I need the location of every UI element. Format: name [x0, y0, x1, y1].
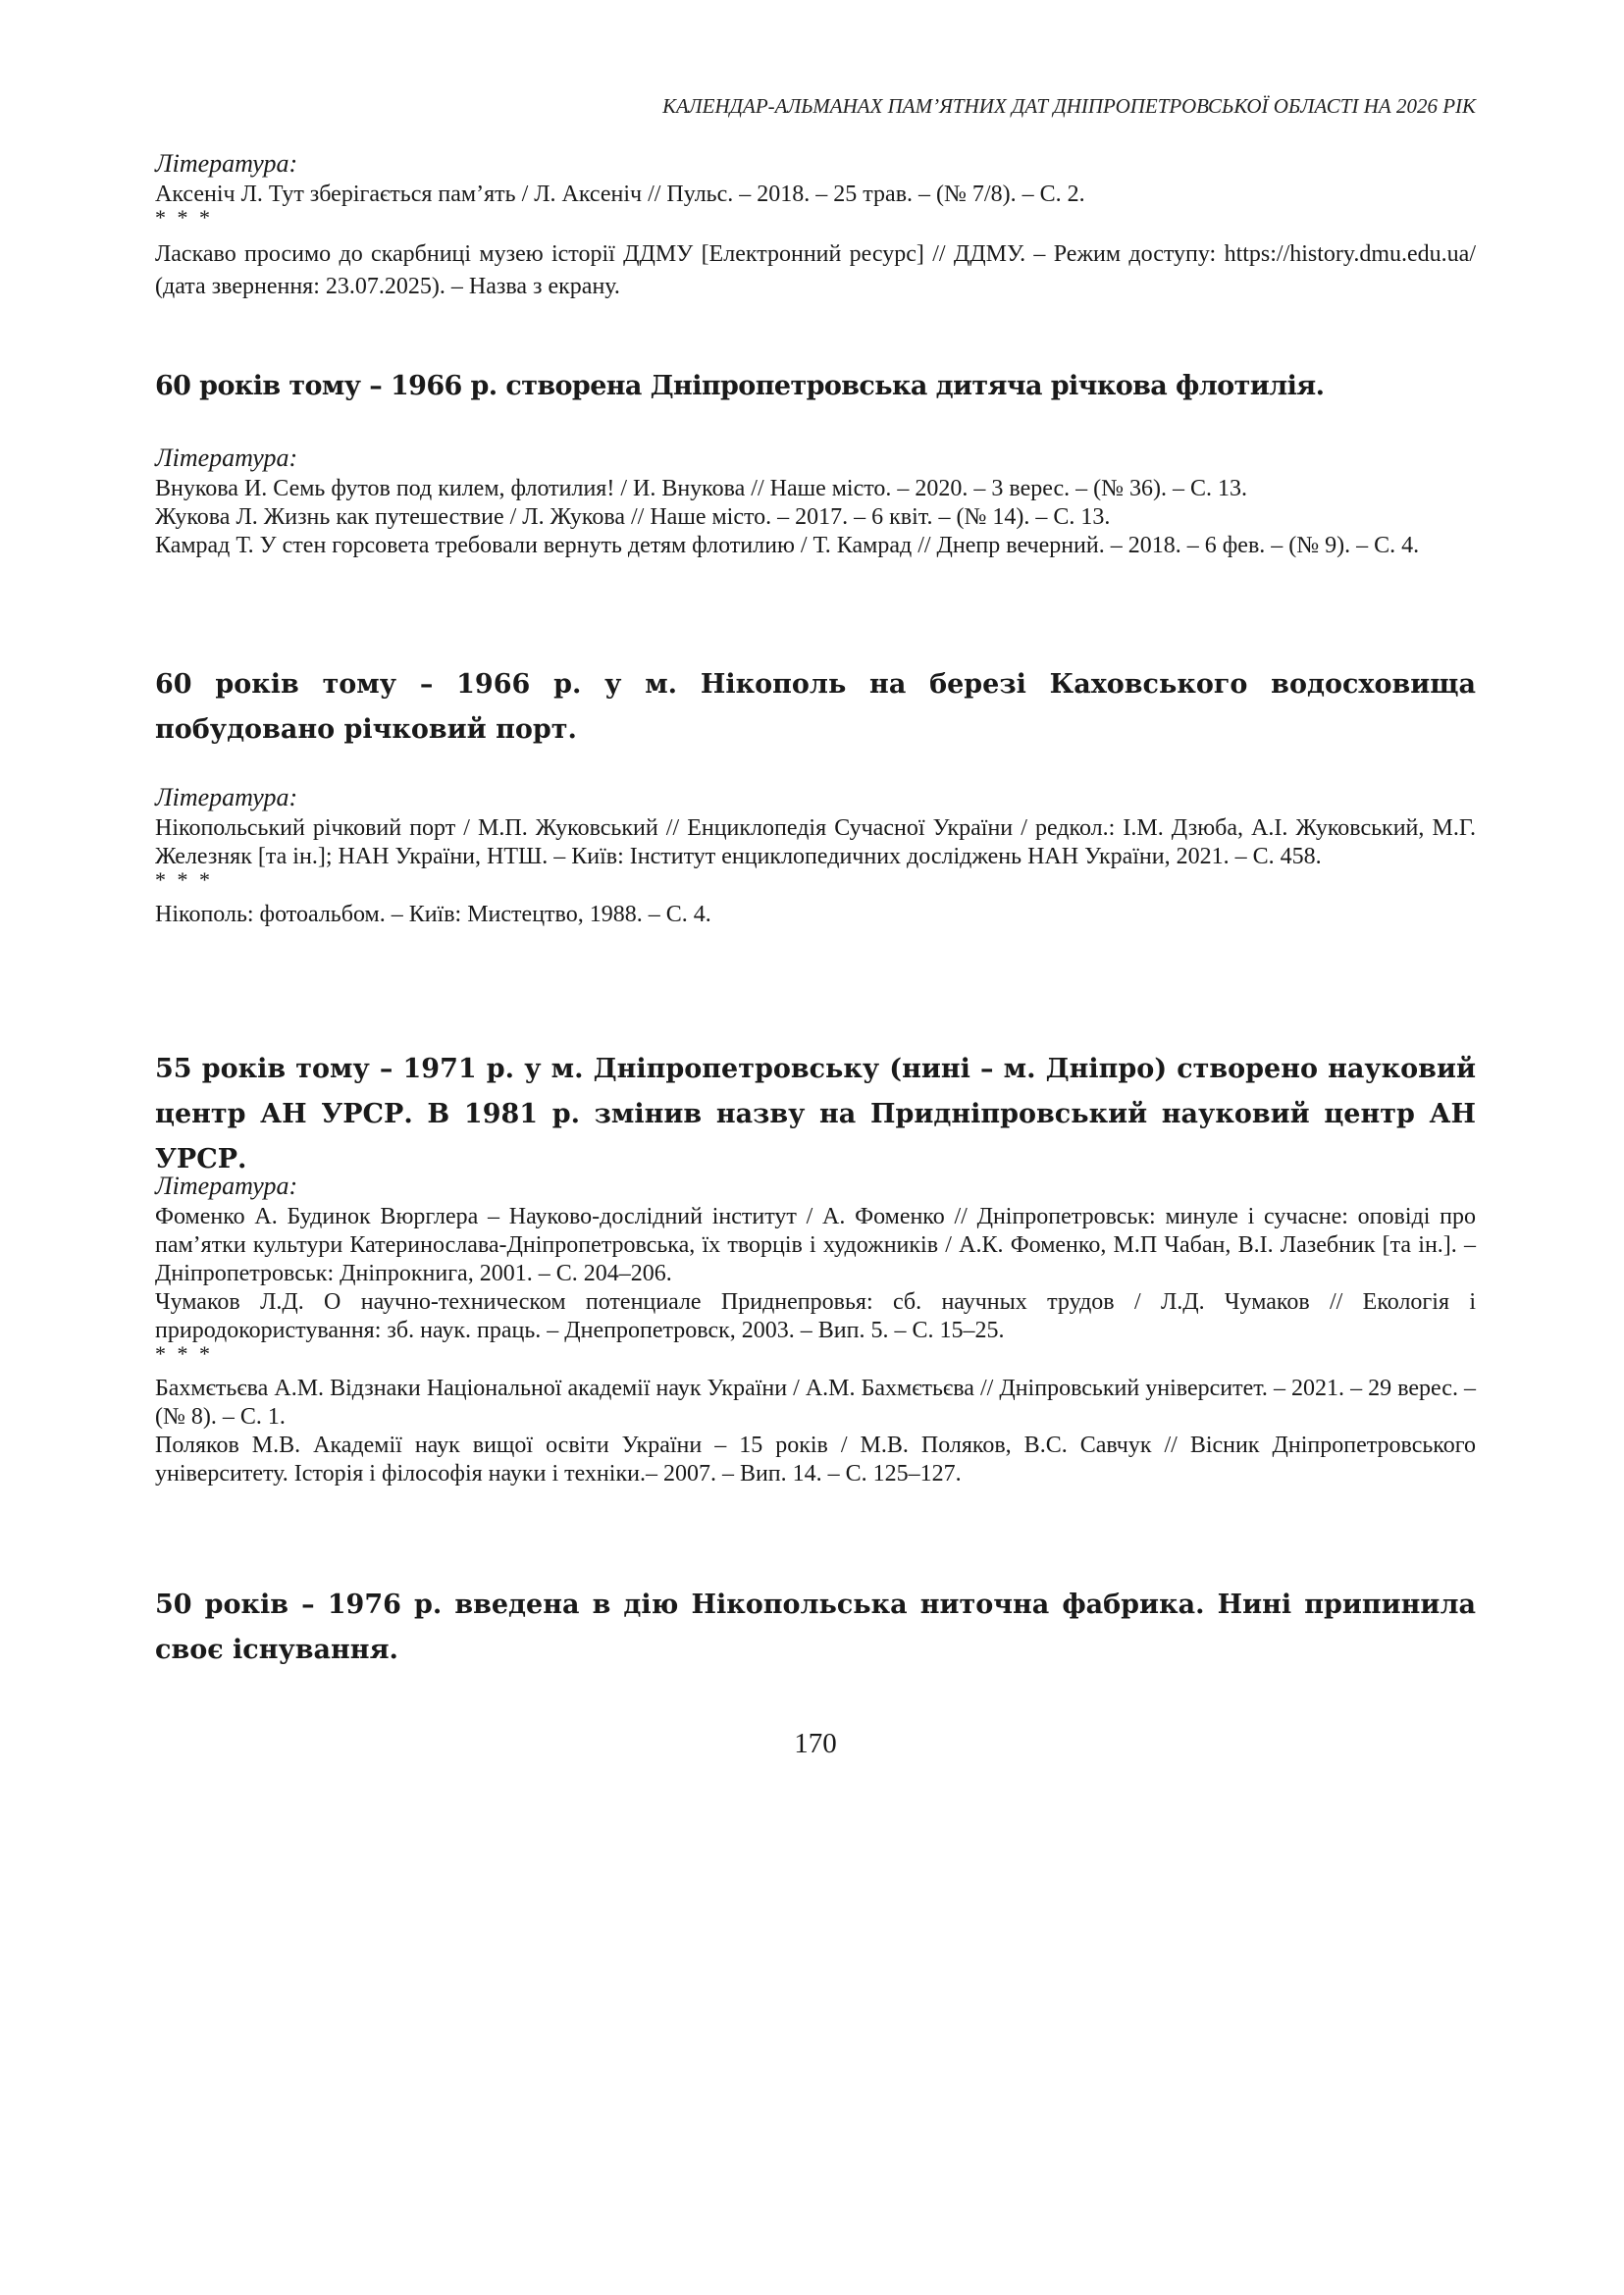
reference: Чумаков Л.Д. О научно-техническом потенциале Приднепровья: сб. научных трудов / Л.Д. Чумаков // Екологія і природокористування: зб. наук. праць. – Днепропетровск, 2003. – Вип. 5. – С. 15–25. [155, 1289, 1476, 1343]
section-flotilla [155, 364, 1476, 409]
reference: Камрад Т. У стен горсовета требовали вернуть детям флотилию / Т. Камрад // Днепр вечерний. – 2018. – 6 фев. – (№ 9). – С. 4. [155, 533, 1420, 558]
section-heading: 60 років тому – 1966 р. створена Дніпропетровська дитяча річкова флотилія. [155, 371, 1325, 401]
section-river-port-literature [155, 781, 1476, 929]
section-continuation [155, 147, 1476, 303]
reference: Фоменко А. Будинок Вюрглера – Науково-дослідний інститут / А. Фоменко // Дніпропетровськ: минуле і сучасне: оповіді про пам’ятки культури Катеринослава-Дніпропетровська, їх творців і художників / А.К. Фоменко, М.П Чабан, В.І. Лазебник [та ін.]. – Дніпропетровськ: Дніпрокнига, 2001. – С. 204–206. [155, 1204, 1476, 1286]
literature-label: Література: [155, 1172, 298, 1200]
literature-label: Література: [155, 443, 298, 472]
section-river-port [155, 662, 1476, 753]
reference: Нікопольський річковий порт / М.П. Жуковський // Енциклопедія Сучасної України / редкол.: І.М. Дзюба, А.І. Жуковський, М.Г. Железняк [та ін.]; НАН України, НТШ. – Київ: Інститут енциклопедичних досліджень НАН України, 2021. – С. 458. [155, 815, 1476, 869]
reference: Поляков М.В. Академії наук вищої освіти України – 15 років / М.В. Поляков, В.С. Савчук // Вісник Дніпропетровського університету. Історія і філософія науки і техніки.– 2007. – Вип. 14. – С. 125–127. [155, 1433, 1476, 1487]
section-science-center [155, 1047, 1476, 1182]
separator: * * * [155, 1341, 213, 1366]
reference: Жукова Л. Жизнь как путешествие / Л. Жукова // Наше місто. – 2017. – 6 квіт. – (№ 14). – С. 13. [155, 504, 1111, 530]
section-thread-factory [155, 1583, 1476, 1673]
section-heading: 50 років – 1976 р. введена в дію Нікопольська ниточна фабрика. Нині припинила своє існування. [155, 1590, 1476, 1665]
section-flotilla-literature [155, 442, 1476, 560]
reference: Ласкаво просимо до скарбниці музею історії ДДМУ [Електронний ресурс] // ДДМУ. – Режим доступу: https://history.dmu.edu.ua/ (дата звернення: 23.07.2025). – Назва з екрану. [155, 241, 1476, 299]
section-heading: 55 років тому – 1971 р. у м. Дніпропетровську (нині – м. Дніпро) створено науковий центр АН УРСР. В 1981 р. змінив назву на Придніпровський науковий центр АН УРСР. [155, 1054, 1476, 1174]
separator: * * * [155, 205, 213, 230]
literature-label: Література: [155, 149, 298, 178]
running-header: КАЛЕНДАР-АЛЬМАНАХ ПАМ’ЯТНИХ ДАТ ДНІПРОПЕТРОВСЬКОЇ ОБЛАСТІ НА 2026 РІК [662, 94, 1476, 118]
literature-label: Література: [155, 783, 298, 811]
reference: Нікополь: фотоальбом. – Київ: Мистецтво, 1988. – С. 4. [155, 902, 711, 927]
reference: Бахмєтьєва А.М. Відзнаки Національної академії наук України / А.М. Бахмєтьєва // Дніпровський університет. – 2021. – 29 верес. – (№ 8). – С. 1. [155, 1376, 1476, 1430]
section-science-center-literature [155, 1170, 1476, 1488]
separator: * * * [155, 867, 213, 892]
page-number: 170 [794, 1728, 837, 1759]
section-heading: 60 років тому – 1966 р. у м. Нікополь на березі Каховського водосховища побудовано річковий порт. [155, 669, 1476, 745]
reference: Аксеніч Л. Тут зберігається пам’ять / Л. Аксеніч // Пульс. – 2018. – 25 трав. – (№ 7/8). – С. 2. [155, 182, 1085, 207]
reference: Внукова И. Семь футов под килем, флотилия! / И. Внукова // Наше місто. – 2020. – 3 верес. – (№ 36). – С. 13. [155, 476, 1248, 501]
